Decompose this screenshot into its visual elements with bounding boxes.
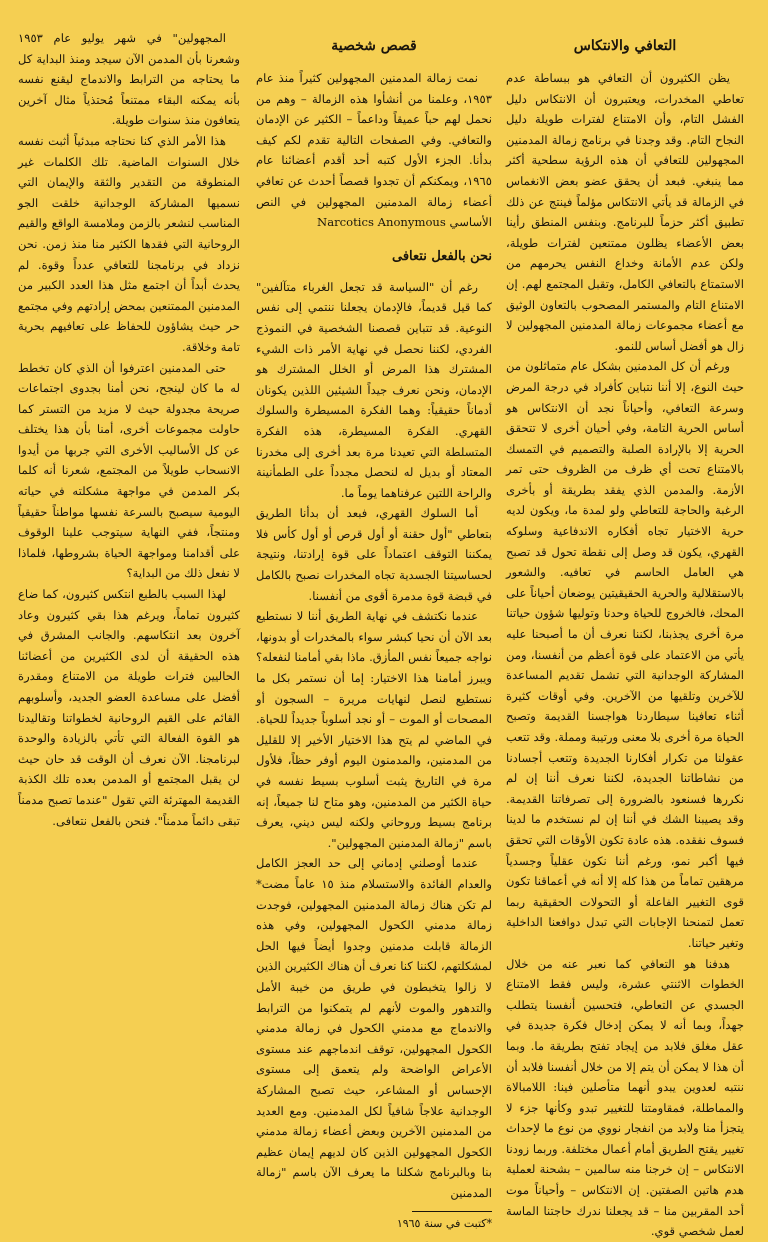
paragraph: لهذا السبب بالطبع انتكس كثيرون، كما ضاع كثيرون تماماً، ويرغم هذا بقي كثيرون وعاد آخرون بعد انتكاسهم. والجانب المشرق في هذه الحقيقة أن لدى الكثيرين من أعضائنا الحاليين فترات طويلة من الامتناع ومقدرة أفضل على مساعدة العضو الجديد، وأسلوبهم القائم على القيم الروحانية لخطواتنا وتقاليدنا هو القوة الفعالة التي تأتي بالزيادة والوحدة لبرنامجنا. الآن نعرف أن الوقت قد حان حيث لن يقبل المجتمع أو المدمن بعده تلك الكذبة القديمة المهترئة التي تقول "عندما تصبح مدمناً تبقى دائماً مدمناً". فنحن بالفعل نتعافى. <box>18 587 240 828</box>
section-title-personal-stories: قصص شخصية <box>331 38 417 54</box>
right-column <box>506 28 744 1242</box>
paragraph: ورغم أن كل المدمنين بشكل عام متماثلون من حيث النوع، إلا أننا نتباين كأفراد في درجة المرض وسرعة التعافي، وأحياناً نجد أن الانتكاس هو أساس الحرية التامة، وفي أحيان أخرى لا تتحقق الحرية إلا بالإرادة الصلبة والتصميم في التمسك بالامتناع تحت أي ظرف من الظروف حتى تمر الأزمة. والمدمن الذي يفقد بطريقة أو بأخرى الرغبة والحاجة للتعاطي ولو لمدة ما، ويكون لديه حرية الاختيار تجاه أفكاره الاندفاعية وسلوكه القهري، يكون قد وصل إلى نقطة تحول قد تصبح هي العامل الحاسم في تعافيه. والشعور بالاستقلالية والحرية الحقيقيتين يوضعان أحياناً على المحك، فالخروج للحياة وحدنا وتوليها شؤون حياتنا مرة أخرى يجذبنا، لكننا نعرف أن ما أصبحنا عليه يأتي من الاعتماد على قوة أعظم من أنفسنا، ومن المشاركة الوجدانية التي تشمل تقديم المساعدة للآخرين وتلقيها من الآخرين. وفي أوقات كثيرة أثناء تعافينا سيطاردنا هواجسنا القديمة وتصبح الحياة مرة أخرى بلا معنى ورتيبة ومملة. وقد تتعب عقولنا من تكرار أفكارنا الجديدة وتتعب أجسادنا من نشاطاتنا الجديدة، لكننا نعرف أننا إن لم نكررها فسنعود بالضرورة إلى تصرفاتنا القديمة. وقد يصيبنا الشك في أننا إن لم نستخدم ما لدينا فسوف نفقده. هذه عادة تكون الأوقات التي تحقق فيها أكبر نمو، ورغم أننا نكون عقلياً وجسدياً مرهقين تماماً من هذا كله إلا أنه في أعماقنا تكون قوى التغيير الفاعلة أو التحولات الحقيقية ربما تعمل لتمنحنا الإجابات التي تبدل دوافعنا الداخلية وتغير حياتنا. <box>506 359 744 950</box>
paragraph: هذا الأمر الذي كنا نحتاجه مبدئياً أثبت نفسه خلال السنوات الماضية. تلك الكلمات غير المنطوقة من التقدير والثقة والإيمان التي نسميها المشاركة الوجدانية خلقت الجو المناسب لنشعر بالزمن وملامسة الواقع والقيم الروحانية التي فقدها الكثير منا منذ زمن. نحن نزداد في برنامجنا للتعافي عدداً وقوة. لم يحدث أبداً أن اجتمع مثل هذا العدد الكبير من المدمنين الممتنعين بمحض إرادتهم وفي مجتمع حر حيث يشاؤون للحفاظ على تعافيهم بحرية تامة وخلاقة. <box>18 133 240 354</box>
paragraph: حتى المدمنين اعترفوا أن الذي كان تخطط له ما كان لينجح، نحن أمنا بجدوى اجتماعات صريحة مجدولة حيث لا مزيد من التستر كما حاولت مجموعات أخرى، أمنا بأن هذا يختلف عن كل الأساليب الأخرى التي جربها من أيدوا الانسحاب طويلاً من المجتمع، شعرنا أنه كلما بكر المدمن في مواجهة مشكلته في حياته اليومية سيصبح بالسرعة نفسها مواطناً حقيقياً ومنتجاً، ففي النهاية سيتوجب علينا الوقوف على أقدامنا ومواجهة الحياة بشروطها، فلماذا لا نفعل ذلك من البداية؟ <box>18 360 240 581</box>
paragraph: عندما أوصلني إدماني إلى حد العجز الكامل والعدام الفائدة والاستسلام منذ ١٥ عاماً مضت* لم تكن هناك زمالة المدمنين المجهولين، فوجدت زمالة مدمني الكحول المجهولين، وفي هذه الزمالة قابلت مدمنين وجدوا أيضاً فيها الحل لمشكلتهم، لكننا كنا نعرف أن هناك الكثيرين الذين لا زالوا يتخبطون في طريق من خيبة الأمل والتدهور والموت لأنهم لم يتمكنوا من الترابط والاندماج مع مدمني الكحول في زمالة مدمني الكحول المجهولين، توقف اندماجهم عند مستوى الأعراض الواضحة ولم يتعمق إلى مستوى الإحساس أو المشاعر، حيث تصبح المشاركة الوجدانية علاجاً شافياً لكل المدمنين. ومع العديد من المدمنين الآخرين وبعض أعضاء زمالة مدمني الكحول المجهولين الذين كان لديهم إيمان عظيم بنا وبالبرنامج شكلنا ما يعرف الآن باسم "زمالة المدمنين <box>256 856 492 1200</box>
subtitle-we-do-recover: نحن بالفعل نتعافى <box>391 248 492 264</box>
intro-paragraph: نمت زمالة المدمنين المجهولين كثيراً منذ عام ١٩٥٣، وعلمنا من أنشأوا هذه الزمالة – وهم من نحمل لهم حباً عميقاً وداعماً – الكثير عن الإدمان والتعافي. وفي الصفحات التالية تقدم لكم كيف بدأنا. الجزء الأول كتبه أحد أقدم أعضائنا عام ١٩٦٥، ويمكنكم أن تجدوا قصصاً أحدث عن تعافي أعضاء زمالة المدمنين المجهولين في النص الأساسي Narcotics Anonymous <box>256 71 492 230</box>
middle-column <box>256 28 492 1232</box>
paragraph: رغم أن "السياسة قد تجعل الغرباء متآلفين" كما قيل قديماً، فالإدمان يجعلنا ننتمي إلى نفس النوعية. قد تتباين قصصنا الشخصية في النموذج الفردي، لكننا نحصل في نهاية الأمر ذات الشيء المشترك هذا المرض أو الخلل المشترك هو الإدمان، ونحن نعرف جيداً الشيئين اللذين يكونان أدماناً حقيقياً: وهما الفكرة المسيطرة والسلوك القهري. الفكرة المسيطرة، هذه الفكرة المتسلطة التي تعيدنا مرة بعد أخرى إلى مخدرنا المعتاد أو بديل له لنحصل مجدداً على الطمأنينة والراحة اللتين عرفناهما يوماً ما. <box>256 279 492 500</box>
footnote: *كتبت في سنة ١٩٦٥ <box>396 1217 492 1231</box>
paragraph: المجهولين" في شهر يوليو عام ١٩٥٣ وشعرنا بأن المدمن الآن سيجد ومنذ البداية كل ما يحتاجه من الترابط والاندماج ليقنع نفسه بأنه يمكنه البقاء ممتنعاً مُحتذياً مثال آخرين يتعافون منذ سنوات طويلة. <box>18 31 240 128</box>
section-title-recovery-relapse: التعافي والانتكاس <box>573 38 677 54</box>
paragraph: أما السلوك القهري، فبعد أن بدأنا الطريق بتعاطي "أول حقنة أو أول قرص أو أول كأس فلا يمكننا التوقف اعتماداً على قوة إرادتنا، ونتيجة لحساسيتنا الجسدية تجاه المخدرات نصبح بالكامل في قبضة قوة مدمرة أقوى من أنفسنا. <box>256 506 492 603</box>
left-column <box>18 28 240 831</box>
paragraph: عندما نكتشف في نهاية الطريق أننا لا نستطيع بعد الآن أن نحيا كبشر سواء بالمخدرات أو بدونها، نواجه جميعاً نفس المأزق. ماذا بقي أمامنا لنفعله؟ ويبرز أمامنا هذا الاختيار: إما أن نستمر بكل ما نستطيع لنصل لنهايات مريرة – السجون أو المصحات أو الموت – أو نجد أسلوباً جديداً للحياة. في الماضي لم يتح هذا الاختيار الأخير إلا للقليل من المدمنين، والمدمنون اليوم أوفر حظاً، فلأول مرة في التاريخ يثبت أسلوب بسيط نفسه في حياة الكثير من المدمنين، وهو متاح لنا جميعاً، إنه برنامج بسيط وروحاني ولكنه ليس ديني، يعرف باسم "زمالة المدمنين المجهولين". <box>256 609 492 850</box>
paragraph: يظن الكثيرون أن التعافي هو ببساطة عدم تعاطي المخدرات، ويعتبرون أن الانتكاس دليل الفشل التام، وأن الامتناع لفترات طويلة دليل النجاح التام. وقد وجدنا في برنامج زمالة المدمنين المجهولين للتعافي أن هذه الرؤية سطحية أكثر مما ينبغي. فبعد أن يحقق عضو بعض الانغماس في الزمالة قد يأتي الانتكاس مؤلماً فينتج عن ذلك تطبيق أكثر حزماً للبرنامج. وبنفس المنطق رأينا بعض الأعضاء يظلون ممتنعين لفترات طويلة، ولكن عدم الأمانة وخداع النفس يحرمهم من الاستمتاع بالتعافي الكامل، وتقبل المجتمع لهم. إن الامتناع التام والمستمر المصحوب بالتعاون الوثيق مع أعضاء مجموعات زمالة المدمنين المجهولين لا زال هو أفضل أساس للنمو. <box>506 71 744 353</box>
footnote-divider <box>412 1211 492 1212</box>
paragraph: هدفنا هو التعافي كما نعبر عنه من خلال الخطوات الاثنتي عشرة، وليس فقط الامتناع الجسدي عن التعاطي، فتحسين أنفسنا يتطلب جهداً، وبما أنه لا يمكن إدخال فكرة جديدة في عقل مغلق فلابد من إيجاد تفتح بطريقة ما. وبما أن هذا لا يمكن أن يتم إلا من خلال أنفسنا فلابد أن ننتبه لعدوين يبدو أنهما متأصلين فينا: اللامبالاة والمماطلة، فمقاومتنا للتغيير تبدو وكأنها جزء لا يتجزأ منا ولابد من انفجار نووي من نوع ما لإحداث تغيير يقتح الطريق أمام أعمال مختلفة. وربما زودنا الانتكاس – إن خرجنا منه سالمين – بشحنة لعملية هدم هاتين الصفتين. إن الانتكاس – وأحياناً موت أحد المقربين منا – قد يجعلنا ندرك حاجتنا الماسة لعمل شخصي قوي. <box>506 956 744 1239</box>
